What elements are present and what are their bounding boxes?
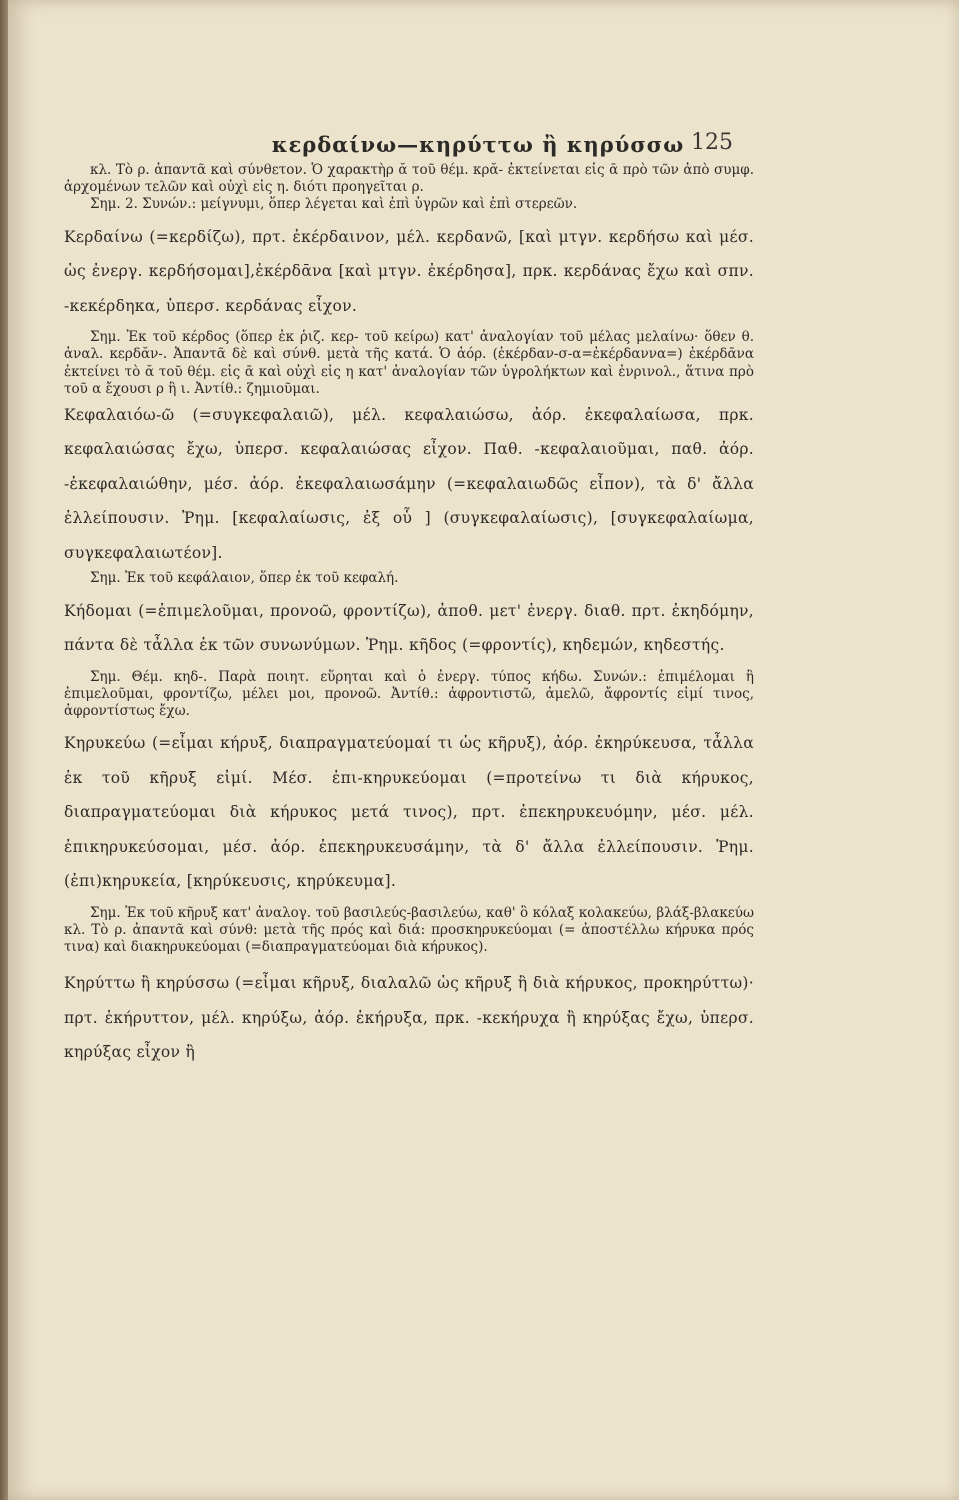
- entry-kerdaino: Κερδαίνω (=κερδίζω), πρτ. ἐκέρδαινον, μέλ. κερδανῶ, [καὶ μτγν. κερδήσω καὶ μέσ. ὡς ἐνεργ. κερδήσομαι],ἐκέρδᾱνα [καὶ μτγν. ἐκέρδησα], πρκ. κερδάνας ἔχω καὶ σπν. -κεκέρδηκα, ὑπερσ. κερδάνας εἶχον.: [64, 227, 754, 315]
- dictionary-text: [64, 162, 754, 1070]
- note-kerdaino: Σημ. Ἐκ τοῦ κέρδος (ὅπερ ἐκ ῥιζ. κερ- τοῦ κείρω) κατ' ἀναλογίαν τοῦ μέλας μελαίνω· ὅθεν θ. ἀναλ. κερδᾰν-. Ἀπαντᾶ δὲ καὶ σύνθ. μετὰ τῆς κατά. Ὁ ἀόρ. (ἐκέρδαν-σ-α=ἐκέρδαννα=) ἐκέρδᾱνα ἐκτείνει τὸ ᾰ τοῦ θέμ. εἰς ᾱ καὶ οὐχὶ εἰς η κατ' ἀναλογίαν τῶν ὑγρολήκτων καὶ ἐνρινολ., ἅτινα πρὸ τοῦ α ἔχουσι ρ ἢ ι. Ἀντίθ.: ζημιοῦμαι.: [64, 329, 754, 397]
- entry-kerykeuo: Κηρυκεύω (=εἶμαι κήρυξ, διαπραγματεύομαί τι ὡς κῆρυξ), ἀόρ. ἐκηρύκευσα, τἆλλα ἐκ τοῦ κῆρυξ εἰμί. Μέσ. ἐπι-κηρυκεύομαι (=προτείνω τι διὰ κήρυκος, διαπραγματεύομαι διὰ κήρυκος μετά τινος), πρτ. ἐπεκηρυκευόμην, μέσ. μέλ. ἐπικηρυκεύσομαι, μέσ. ἀόρ. ἐπεκηρυκευσάμην, τὰ δ' ἄλλα ἐλλείπουσιν. Ῥημ. (ἐπι)κηρυκεία, [κηρύκευσις, κηρύκευμα].: [64, 734, 754, 891]
- note-kerykeuo: Σημ. Ἐκ τοῦ κῆρυξ κατ' ἀναλογ. τοῦ βασιλεύς-βασιλεύω, καθ' ὃ κόλαξ κολακεύω, βλάξ-βλακεύω κλ. Τὸ ρ. ἀπαντᾶ καὶ σύνθ: μετὰ τῆς πρός καὶ διά: προσκηρυκεύομαι (= ἀποστέλλω κήρυκα πρός τινα) καὶ διακηρυκεύομαι (=διαπραγματεύομαι διὰ κήρυκος).: [64, 904, 754, 956]
- book-page: [8, 0, 959, 1500]
- note-paragraph: Σημ. 2. Συνών.: μείγνυμι, ὅπερ λέγεται καὶ ἐπὶ ὑγρῶν καὶ ἐπὶ στερεῶν.: [90, 196, 578, 213]
- paragraph-continuation: κλ. Τὸ ρ. ἀπαντᾶ καὶ σύνθετον. Ὁ χαρακτὴρ ᾰ τοῦ θέμ. κρᾰ- ἐκτείνεται εἰς ᾱ πρὸ τῶν ἀπὸ συμφ. ἀρχομένων τελῶν καὶ οὐχὶ εἰς η. διότι προηγεῖται ρ.: [64, 162, 754, 196]
- entry-kerytto: Κηρύττω ἢ κηρύσσω (=εἶμαι κῆρυξ, διαλαλῶ ὡς κῆρυξ ἢ διὰ κήρυκος, προκηρύττω)· πρτ. ἐκήρυττον, μέλ. κηρύξω, ἀόρ. ἐκήρυξα, πρκ. -κεκήρυχα ἢ κηρύξας ἔχω, ὑπερσ. κηρύξας εἶχον ἢ: [64, 974, 754, 1062]
- note-kefalaioo: Σημ. Ἐκ τοῦ κεφάλαιον, ὅπερ ἐκ τοῦ κεφαλή.: [90, 570, 399, 587]
- entry-kedomai: Κήδομαι (=ἐπιμελοῦμαι, προνοῶ, φροντίζω), ἀποθ. μετ' ἐνεργ. διαθ. πρτ. ἐκηδόμην, πάντα δὲ τἆλλα ἐκ τῶν συνωνύμων. Ῥημ. κῆδος (=φροντίς), κηδεμών, κηδεστής.: [64, 601, 754, 655]
- running-header: κερδαίνω—κηρύττω ἢ κηρύσσω: [271, 132, 685, 157]
- note-kedomai: Σημ. Θέμ. κηδ-. Παρὰ ποιητ. εὕρηται καὶ ὁ ἐνεργ. τύπος κήδω. Συνών.: ἐπιμέλομαι ἢ ἐπιμελοῦμαι, φροντίζω, μέλει μοι, προνοῶ. Ἀντίθ.: ἀφροντιστῶ, ἀμελῶ, ἄφροντίς εἰμί τινος, ἀφροντίστως ἔχω.: [64, 668, 754, 720]
- page-number: 125: [691, 130, 733, 155]
- entry-kefalaioo: Κεφαλαιόω-ῶ (=συγκεφαλαιῶ), μέλ. κεφαλαιώσω, ἀόρ. ἐκεφαλαίωσα, πρκ. κεφαλαιώσας ἔχω, ὑπερσ. κεφαλαιώσας εἶχον. Παθ. -κεφαλαιοῦμαι, παθ. ἀόρ. -ἐκεφαλαιώθην, μέσ. ἀόρ. ἐκεφαλαιωσάμην (=κεφαλαιωδῶς εἶπον), τὰ δ' ἄλλα ἐλλείπουσιν. Ῥημ. [κεφαλαίωσις, ἐξ οὗ ] (συγκεφαλαίωσις), [συγκεφαλαίωμα, συγκεφαλαιωτέον].: [64, 405, 754, 562]
